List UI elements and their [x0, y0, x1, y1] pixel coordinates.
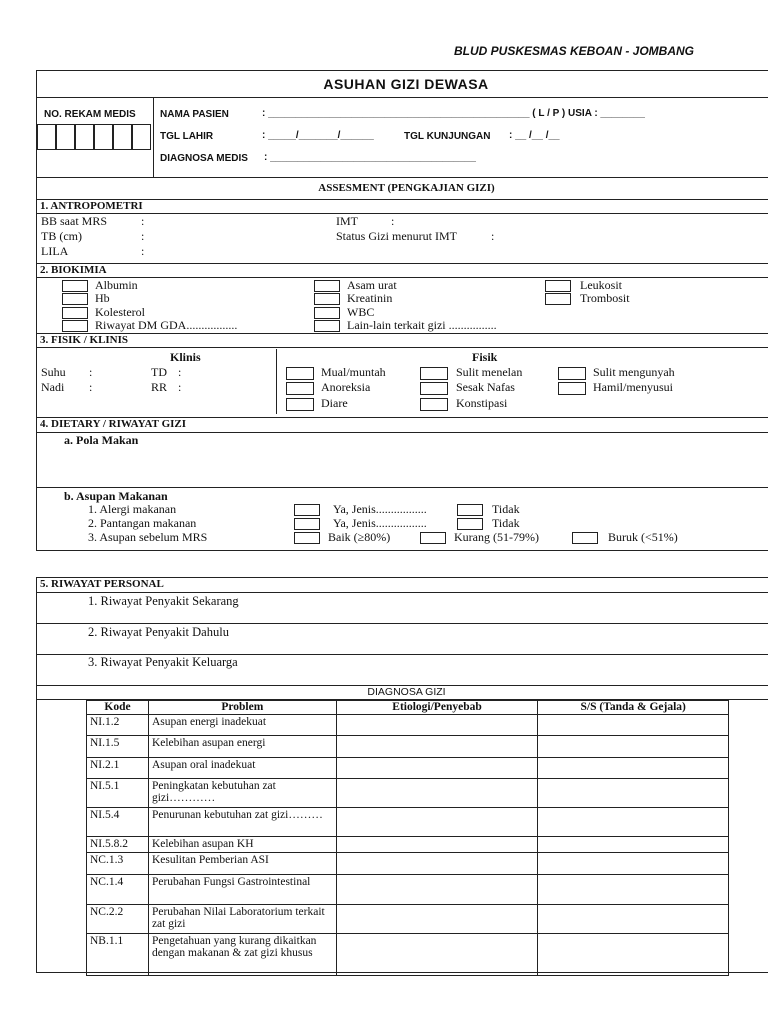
pantangan-ya-label: Ya, Jenis.................: [333, 516, 427, 530]
kode-cell: NI.1.5: [87, 736, 149, 758]
anoreksia-checkbox[interactable]: [286, 382, 314, 395]
status-gizi-colon: :: [491, 229, 495, 243]
etiologi-cell[interactable]: [336, 934, 538, 976]
alergi-ya-checkbox[interactable]: [294, 504, 320, 516]
problem-cell: Penurunan kebutuhan zat gizi………: [148, 808, 336, 837]
etiologi-cell[interactable]: [336, 808, 538, 837]
table-row: [87, 934, 729, 976]
bb-label: BB saat MRS: [41, 214, 108, 228]
tgl-lahir-field[interactable]: : _____/_______/______: [262, 130, 374, 141]
kode-cell: NI.5.8.2: [87, 837, 149, 853]
tb-colon: :: [141, 229, 145, 243]
alergi-tidak-label: Tidak: [492, 502, 520, 516]
hb-label: Hb: [95, 291, 110, 305]
leukosit-checkbox[interactable]: [545, 280, 571, 292]
lain-lain-label: Lain-lain terkait gizi ................: [347, 318, 497, 332]
alergi-tidak-checkbox[interactable]: [457, 504, 483, 516]
sesak-nafas-label: Sesak Nafas: [456, 380, 515, 394]
tanda-gejala-cell[interactable]: [538, 875, 729, 905]
rekam-medis-cell[interactable]: [94, 124, 113, 150]
form-title: ASUHAN GIZI DEWASA: [323, 76, 489, 92]
tanda-gejala-header: S/S (Tanda & Gejala): [538, 701, 729, 715]
suhu-label: Suhu: [41, 365, 66, 379]
rekam-medis-cell[interactable]: [113, 124, 132, 150]
rr-colon: :: [178, 380, 182, 394]
table-row: [87, 905, 729, 934]
tanda-gejala-cell[interactable]: [538, 736, 729, 758]
asam-urat-label: Asam urat: [347, 278, 397, 292]
problem-cell: Perubahan Nilai Laboratorium terkait zat gizi: [148, 905, 336, 934]
problem-cell: Peningkatan kebutuhan zat gizi…………: [148, 779, 336, 808]
hamil-menyusui-checkbox[interactable]: [558, 382, 586, 395]
problem-cell: Kesulitan Pemberian ASI: [148, 853, 336, 875]
imt-label: IMT: [336, 214, 358, 228]
kode-cell: NC.1.4: [87, 875, 149, 905]
imt-colon: :: [391, 214, 395, 228]
assessment-title: ASSESMENT (PENGKAJIAN GIZI): [318, 182, 495, 194]
tanda-gejala-cell[interactable]: [538, 934, 729, 976]
table-row: [87, 837, 729, 853]
alergi-ya-label: Ya, Jenis.................: [333, 502, 427, 516]
kode-cell: NB.1.1: [87, 934, 149, 976]
asupan-buruk-checkbox[interactable]: [572, 532, 598, 544]
nama-pasien-field[interactable]: : _______________________________________________ ( L / P ) USIA : ________: [262, 108, 645, 119]
tanda-gejala-cell[interactable]: [538, 808, 729, 837]
kode-cell: NI.5.4: [87, 808, 149, 837]
riwayat-dahulu-label: 2. Riwayat Penyakit Dahulu: [88, 625, 229, 639]
riwayat-dm-label: Riwayat DM GDA.................: [95, 318, 238, 332]
klinis-title: Klinis: [170, 350, 201, 364]
rekam-medis-cell[interactable]: [75, 124, 94, 150]
albumin-label: Albumin: [95, 278, 138, 292]
kolesterol-label: Kolesterol: [95, 305, 145, 319]
pantangan-tidak-label: Tidak: [492, 516, 520, 530]
sulit-mengunyah-checkbox[interactable]: [558, 367, 586, 380]
kode-cell: NC.1.3: [87, 853, 149, 875]
bb-colon: :: [141, 214, 145, 228]
sulit-mengunyah-label: Sulit mengunyah: [593, 365, 675, 379]
antropometri-title: 1. ANTROPOMETRI: [40, 200, 143, 212]
suhu-colon: :: [89, 365, 93, 379]
tgl-kunjungan-field[interactable]: : __ /__ /__: [509, 130, 560, 141]
rekam-medis-cell[interactable]: [56, 124, 75, 150]
diare-checkbox[interactable]: [286, 398, 314, 411]
nadi-colon: :: [89, 380, 93, 394]
sulit-menelan-label: Sulit menelan: [456, 365, 523, 379]
etiologi-cell[interactable]: [336, 715, 538, 736]
dietary-title: 4. DIETARY / RIWAYAT GIZI: [40, 418, 187, 430]
etiologi-cell[interactable]: [336, 758, 538, 779]
hb-checkbox[interactable]: [62, 293, 88, 305]
kreatinin-label: Kreatinin: [347, 291, 393, 305]
asupan-buruk-label: Buruk (<51%): [608, 530, 678, 544]
problem-cell: Asupan energi inadekuat: [148, 715, 336, 736]
mual-muntah-label: Mual/muntah: [321, 365, 386, 379]
albumin-checkbox[interactable]: [62, 280, 88, 292]
kode-cell: NI.2.1: [87, 758, 149, 779]
nadi-label: Nadi: [41, 380, 65, 394]
kreatinin-checkbox[interactable]: [314, 293, 340, 305]
rekam-medis-cell[interactable]: [132, 124, 151, 150]
etiologi-cell[interactable]: [336, 837, 538, 853]
table-row: [87, 875, 729, 905]
rr-label: RR: [151, 380, 168, 394]
asupan-makanan-label: b. Asupan Makanan: [64, 489, 168, 503]
pantangan-ya-checkbox[interactable]: [294, 518, 320, 530]
table-row: [87, 779, 729, 808]
tanda-gejala-cell[interactable]: [538, 905, 729, 934]
rekam-medis-label: NO. REKAM MEDIS: [44, 109, 136, 120]
diagnosa-medis-field[interactable]: : _____________________________________: [264, 152, 476, 163]
tanda-gejala-cell[interactable]: [538, 715, 729, 736]
problem-cell: Perubahan Fungsi Gastrointestinal: [148, 875, 336, 905]
kode-header: Kode: [87, 701, 149, 715]
etiologi-cell[interactable]: [336, 853, 538, 875]
etiologi-cell[interactable]: [336, 875, 538, 905]
kode-cell: NC.2.2: [87, 905, 149, 934]
asupan-kurang-checkbox[interactable]: [420, 532, 446, 544]
diare-label: Diare: [321, 396, 348, 410]
diagnosa-gizi-table: [86, 700, 729, 976]
table-header-row: [87, 701, 729, 715]
etiologi-header: Etiologi/Penyebab: [336, 701, 538, 715]
konstipasi-checkbox[interactable]: [420, 398, 448, 411]
etiologi-cell[interactable]: [336, 736, 538, 758]
kode-cell: NI.5.1: [87, 779, 149, 808]
sulit-menelan-checkbox[interactable]: [420, 367, 448, 380]
riwayat-keluarga-label: 3. Riwayat Penyakit Keluarga: [88, 655, 238, 669]
table-row: [87, 736, 729, 758]
mual-muntah-checkbox[interactable]: [286, 367, 314, 380]
asupan-baik-label: Baik (≥80%): [328, 530, 391, 544]
kolesterol-checkbox[interactable]: [62, 307, 88, 319]
riwayat-dm-checkbox[interactable]: [62, 320, 88, 332]
fisik-title: Fisik: [472, 350, 498, 364]
pola-makan-label: a. Pola Makan: [64, 433, 139, 447]
lila-colon: :: [141, 244, 145, 258]
alergi-label: 1. Alergi makanan: [88, 502, 177, 516]
tgl-lahir-label: TGL LAHIR: [160, 131, 214, 142]
table-row: [87, 853, 729, 875]
diagnosa-medis-label: DIAGNOSA MEDIS: [160, 153, 248, 164]
asupan-kurang-label: Kurang (51-79%): [454, 530, 539, 544]
problem-cell: Pengetahuan yang kurang dikaitkan dengan makanan & zat gizi khusus: [148, 934, 336, 976]
lain-lain-checkbox[interactable]: [314, 320, 340, 332]
tanda-gejala-cell[interactable]: [538, 853, 729, 875]
rekam-medis-cell[interactable]: [37, 124, 56, 150]
leukosit-label: Leukosit: [580, 278, 622, 292]
td-colon: :: [178, 365, 182, 379]
fisik-klinis-title: 3. FISIK / KLINIS: [40, 334, 129, 346]
asupan-baik-checkbox[interactable]: [294, 532, 320, 544]
table-row: [87, 808, 729, 837]
hamil-menyusui-label: Hamil/menyusui: [593, 380, 673, 394]
trombosit-checkbox[interactable]: [545, 293, 571, 305]
biokimia-title: 2. BIOKIMIA: [40, 264, 107, 276]
pantangan-tidak-checkbox[interactable]: [457, 518, 483, 530]
tb-label: TB (cm): [41, 229, 82, 243]
nama-pasien-label: NAMA PASIEN: [160, 109, 229, 120]
kode-cell: NI.1.2: [87, 715, 149, 736]
problem-cell: Kelebihan asupan KH: [148, 837, 336, 853]
anoreksia-label: Anoreksia: [321, 380, 371, 394]
problem-header: Problem: [148, 701, 336, 715]
tanda-gejala-cell[interactable]: [538, 779, 729, 808]
td-label: TD: [151, 365, 167, 379]
sesak-nafas-checkbox[interactable]: [420, 382, 448, 395]
tanda-gejala-cell[interactable]: [538, 837, 729, 853]
wbc-checkbox[interactable]: [314, 307, 340, 319]
trombosit-label: Trombosit: [580, 291, 630, 305]
table-row: [87, 758, 729, 779]
table-row: [87, 715, 729, 736]
status-gizi-label: Status Gizi menurut IMT: [336, 229, 457, 243]
tgl-kunjungan-label: TGL KUNJUNGAN: [404, 131, 491, 142]
diagnosa-gizi-title: DIAGNOSA GIZI: [367, 686, 446, 698]
asam-urat-checkbox[interactable]: [314, 280, 340, 292]
problem-cell: Asupan oral inadekuat: [148, 758, 336, 779]
riwayat-sekarang-label: 1. Riwayat Penyakit Sekarang: [88, 594, 239, 608]
riwayat-personal-title: 5. RIWAYAT PERSONAL: [40, 578, 164, 590]
tanda-gejala-cell[interactable]: [538, 758, 729, 779]
sebelum-mrs-label: 3. Asupan sebelum MRS: [88, 530, 208, 544]
problem-cell: Kelebihan asupan energi: [148, 736, 336, 758]
etiologi-cell[interactable]: [336, 905, 538, 934]
institution-header: BLUD PUSKESMAS KEBOAN - JOMBANG: [453, 44, 694, 58]
etiologi-cell[interactable]: [336, 779, 538, 808]
wbc-label: WBC: [347, 305, 375, 319]
konstipasi-label: Konstipasi: [456, 396, 508, 410]
lila-label: LILA: [41, 244, 69, 258]
pantangan-label: 2. Pantangan makanan: [88, 516, 197, 530]
